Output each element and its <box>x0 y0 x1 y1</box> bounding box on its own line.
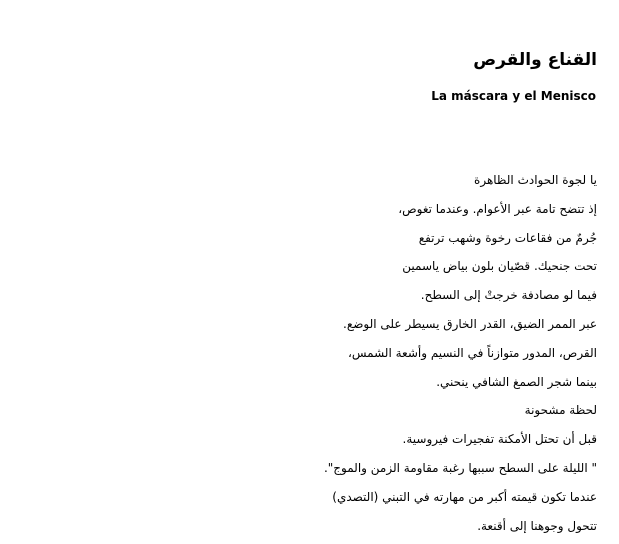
poem-line: فيما لو مصادفة خرجتْ إلى السطح. <box>420 288 597 303</box>
poem-line: قبل أن تحتل الأمكنة تفجيرات فيروسية. <box>402 432 597 447</box>
poem-line: لحظة مشحونة <box>524 403 597 418</box>
poem-line: القرص، المدور متوازناً في النسيم وأشعة الشمس، <box>347 345 597 360</box>
poem-line: عبر الممر الضيق، القدر الخارق يسيطر على الوضع. <box>343 316 597 331</box>
poem-subtitle: La máscara y el Menisco <box>431 89 596 103</box>
poem-line: إذ تتضح تامة عبر الأعوام. وعندما تغوص، <box>398 201 597 216</box>
poem-line: تتحول وجوهنا إلى أقنعة. <box>477 518 597 533</box>
poem-title: القناع والقرص <box>473 50 597 70</box>
poem-line: جُرمٌ من فقاعات رخوة وشهب ترتفع <box>418 230 597 245</box>
poem-line: بينما شجر الصمغ الشافي ينحني. <box>436 374 597 389</box>
poem-line: " الليلة على السطح سببها رغبة مقاومة الزمن والموج". <box>323 460 597 475</box>
poem-line: عندما تكون قيمته أكبر من مهارته في التبني (التصدي) <box>332 489 597 504</box>
poem-body <box>297 170 597 544</box>
poem-line: يا لجوة الحوادث الظاهرة <box>474 173 597 187</box>
poem-line: تحت جنحيك. قصّيان بلون بياض ياسمين <box>402 259 597 274</box>
